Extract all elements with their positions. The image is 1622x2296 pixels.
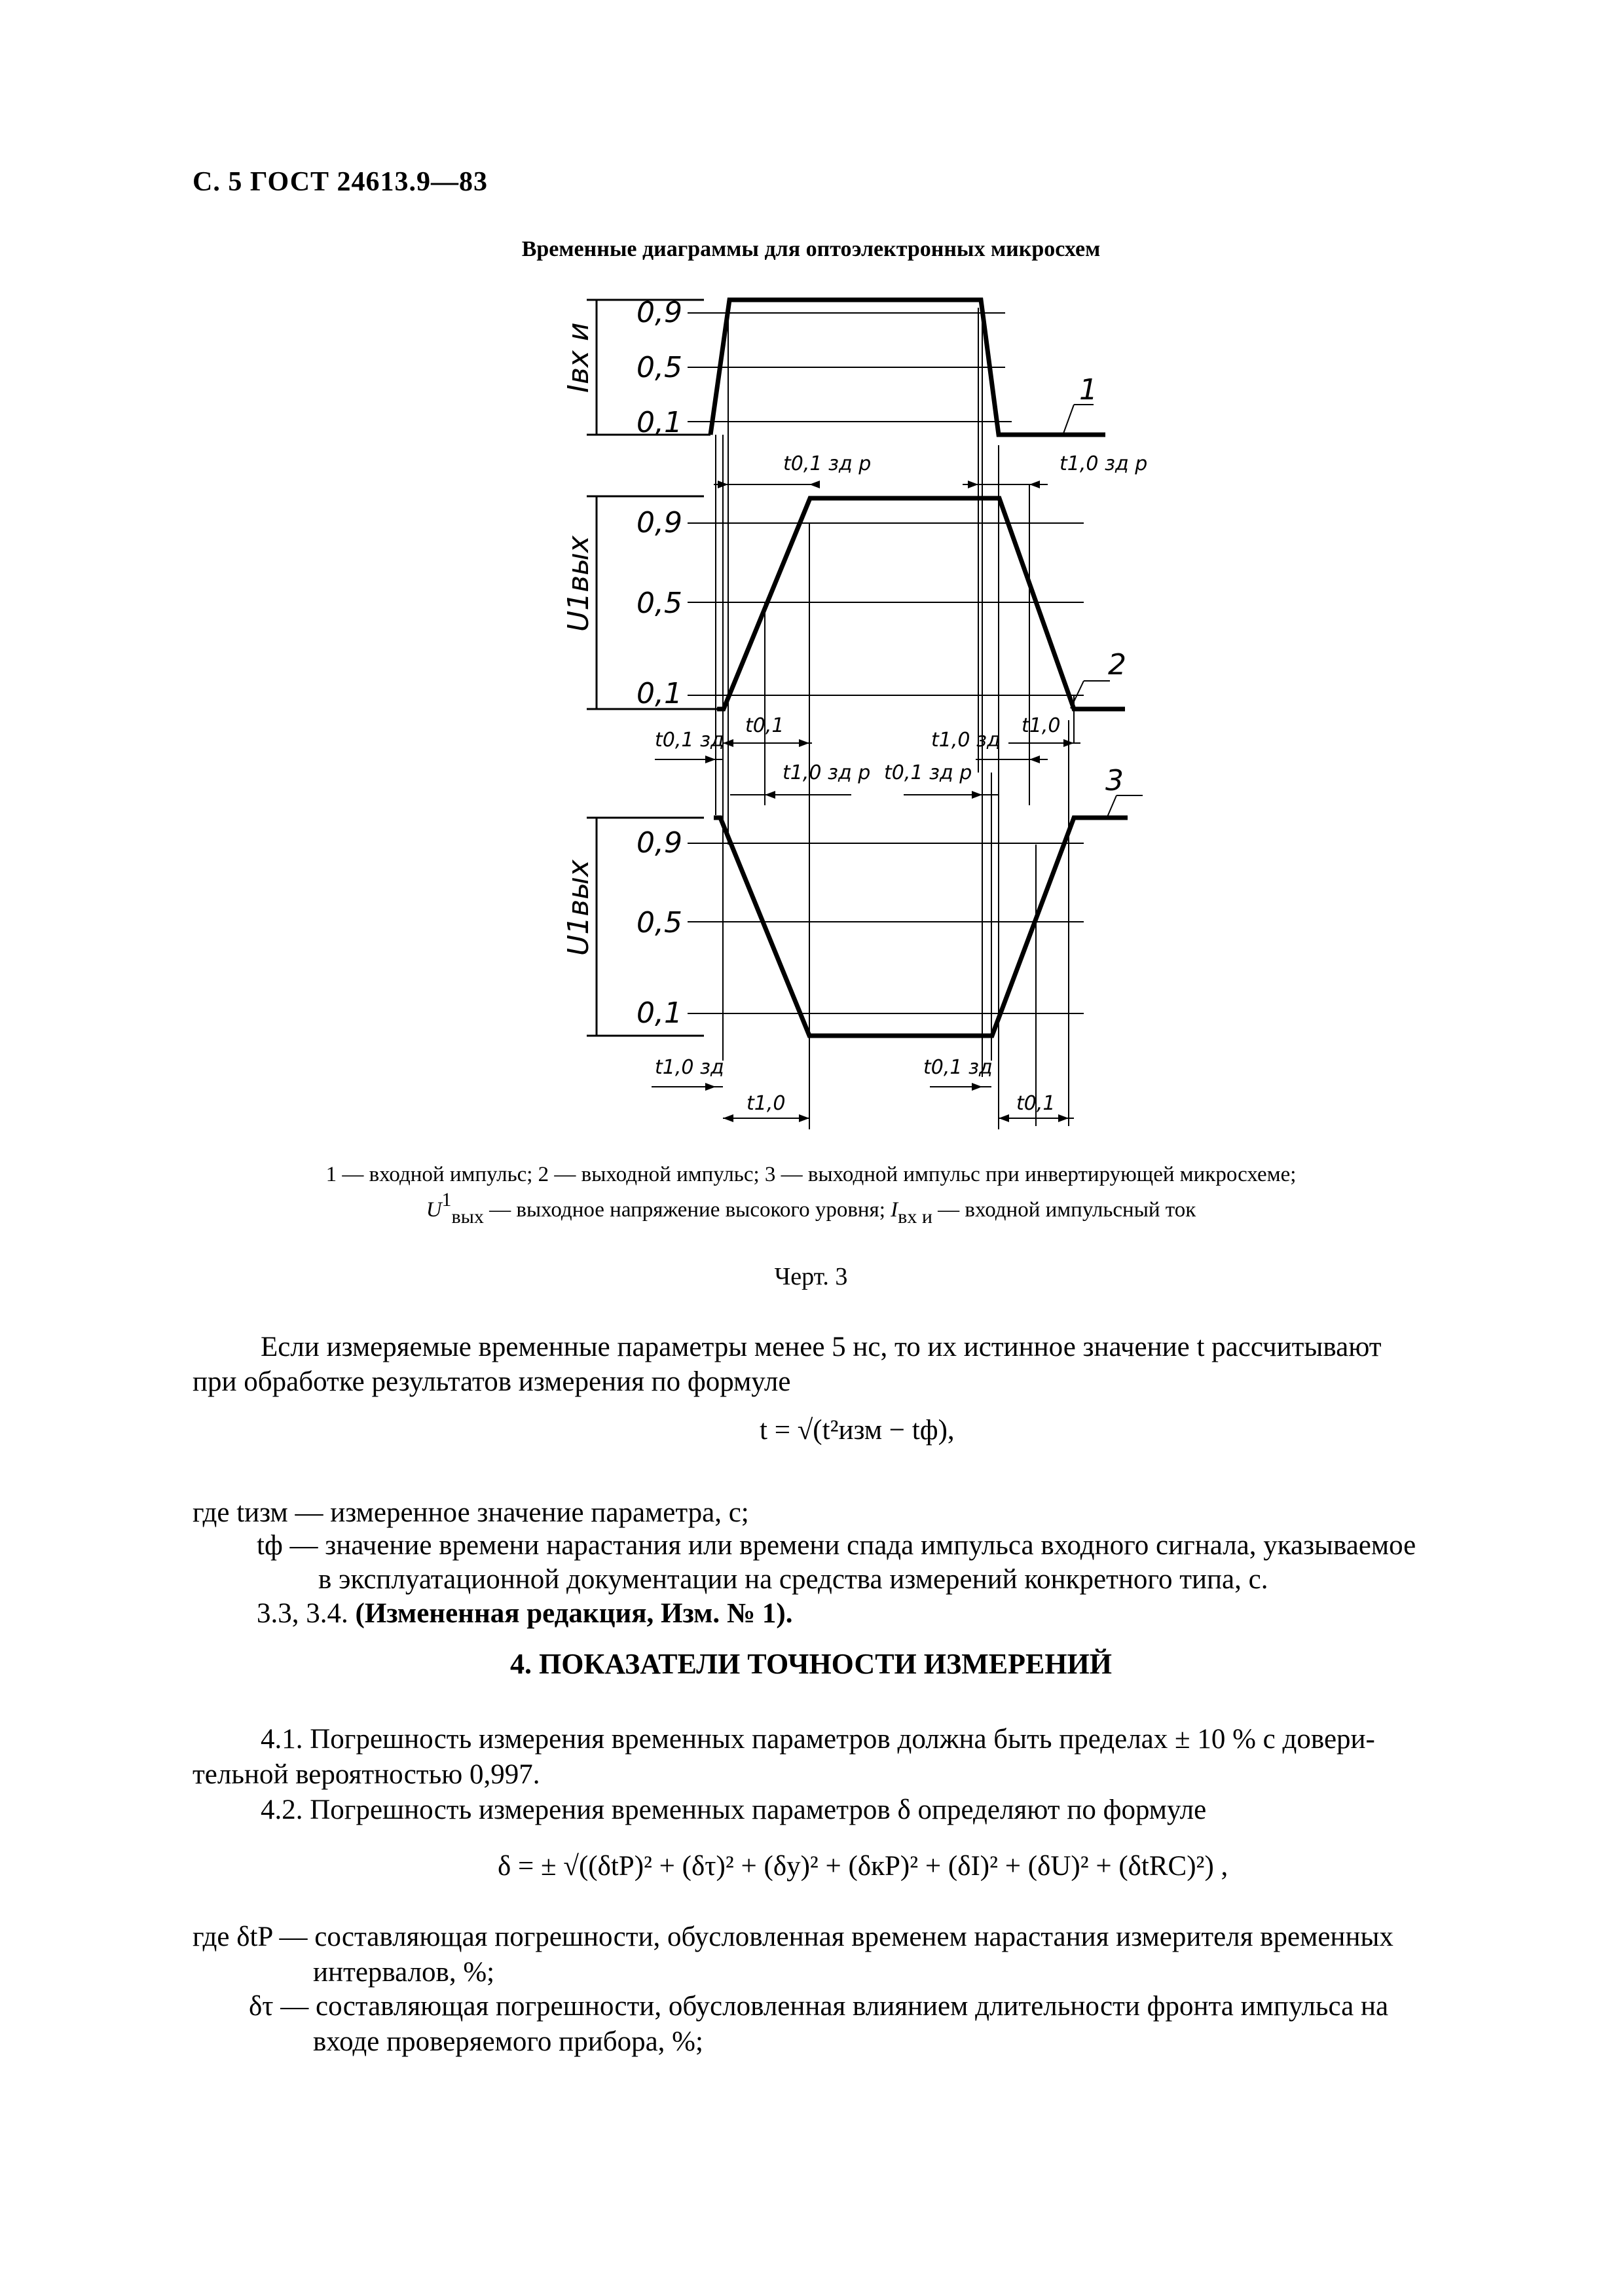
where-1-b1: tф — значение времени нарастания или времени спада импульса входного сигнала, указываемое: [257, 1530, 1416, 1561]
level-05-label-2: 0,5: [636, 587, 682, 620]
section-title: 4. ПОКАЗАТЕЛИ ТОЧНОСТИ ИЗМЕРЕНИЙ: [509, 1648, 1113, 1680]
label-t01-2: t0,1: [1016, 1092, 1056, 1115]
level-01-label-2: 0,1: [636, 677, 682, 710]
label-t10-zd-2: t1,0 зд: [655, 1056, 724, 1079]
curve-number-3: 3: [1105, 764, 1124, 797]
paragraph-41-line1: 4.1. Погрешность измерения временных параметров должна быть пределах ± 10 % с довери-: [261, 1724, 1375, 1755]
figure-legend-line2: U1вых — выходное напряжение высокого уровня; Iвх и — входной импульсный ток: [426, 1189, 1196, 1228]
level-09-label: 0,9: [636, 296, 682, 329]
axis-label-output1: U1вых: [562, 536, 595, 632]
label-t01: t0,1: [745, 714, 784, 737]
where-1-b2: в эксплуатационной документации на средства измерений конкретного типа, с.: [318, 1564, 1268, 1595]
paragraph-42: 4.2. Погрешность измерения временных параметров δ определяют по формуле: [261, 1795, 1207, 1825]
formula-2: δ = ± √((δtP)² + (δτ)² + (δу)² + (δкP)² + (δI)² + (δU)² + (δtRC)²) ,: [498, 1851, 1228, 1882]
level-05-label: 0,5: [636, 351, 682, 384]
curve-number-1: 1: [1079, 373, 1097, 407]
label-t01-zd: t0,1 зд: [655, 729, 724, 752]
level-01-label: 0,1: [636, 406, 682, 439]
label-t10-2: t1,0: [746, 1092, 786, 1115]
where-2-a1: где δtP — составляющая погрешности, обусловленная временем нарастания измерителя временных: [193, 1922, 1393, 1952]
label-t10-zdr: t1,0 зд р: [1060, 452, 1148, 475]
level-05-label-3: 0,5: [636, 906, 682, 939]
amendment-note: 3.3, 3.4. (Измененная редакция, Изм. № 1).: [257, 1598, 793, 1629]
level-09-label-2: 0,9: [636, 506, 682, 539]
level-09-label-3: 0,9: [636, 826, 682, 860]
label-t01-zdr-2: t0,1 зд р: [884, 761, 972, 784]
curve-number-2: 2: [1108, 648, 1126, 682]
figure-caption: Черт. 3: [774, 1263, 848, 1290]
level-01-label-3: 0,1: [636, 996, 682, 1030]
paragraph-41-line2: тельной вероятностью 0,997.: [193, 1759, 540, 1790]
page-header: С. 5 ГОСТ 24613.9—83: [193, 167, 488, 197]
where-2-b1: δτ — составляющая погрешности, обусловленная влиянием длительности фронта импульса на: [249, 1991, 1389, 2022]
figure-title: Временные диаграммы для оптоэлектронных микросхем: [521, 237, 1101, 261]
axis-label-input: Iвх и: [562, 322, 595, 393]
label-t01-zdr: t0,1 зд р: [783, 452, 872, 475]
formula-1: t = √(t²изм − tф),: [760, 1415, 955, 1446]
output-pulse-curve: [717, 498, 1125, 709]
paragraph-1-line2: при обработке результатов измерения по формуле: [193, 1366, 791, 1397]
figure-legend-line1: 1 — входной импульс; 2 — выходной импульс; 3 — выходной импульс при инвертирующей микросхеме;: [325, 1163, 1297, 1186]
where-1-a: где tизм — измеренное значение параметра, с;: [193, 1497, 749, 1528]
inverted-output-curve: [714, 818, 1128, 1036]
where-2-b2: входе проверяемого прибора, %;: [313, 2026, 703, 2057]
label-t10-zdr-2: t1,0 зд р: [783, 761, 871, 784]
where-2-a2: интервалов, %;: [313, 1957, 495, 1988]
label-t01-zd-2: t0,1 зд: [923, 1056, 993, 1079]
label-t10: t1,0: [1022, 714, 1061, 737]
paragraph-1-line1: Если измеряемые временные параметры менее 5 нс, то их истинное значение t рассчитывают: [261, 1332, 1382, 1362]
label-t10-zd: t1,0 зд: [931, 729, 1001, 752]
axis-label-output2: U1вых: [562, 860, 595, 956]
